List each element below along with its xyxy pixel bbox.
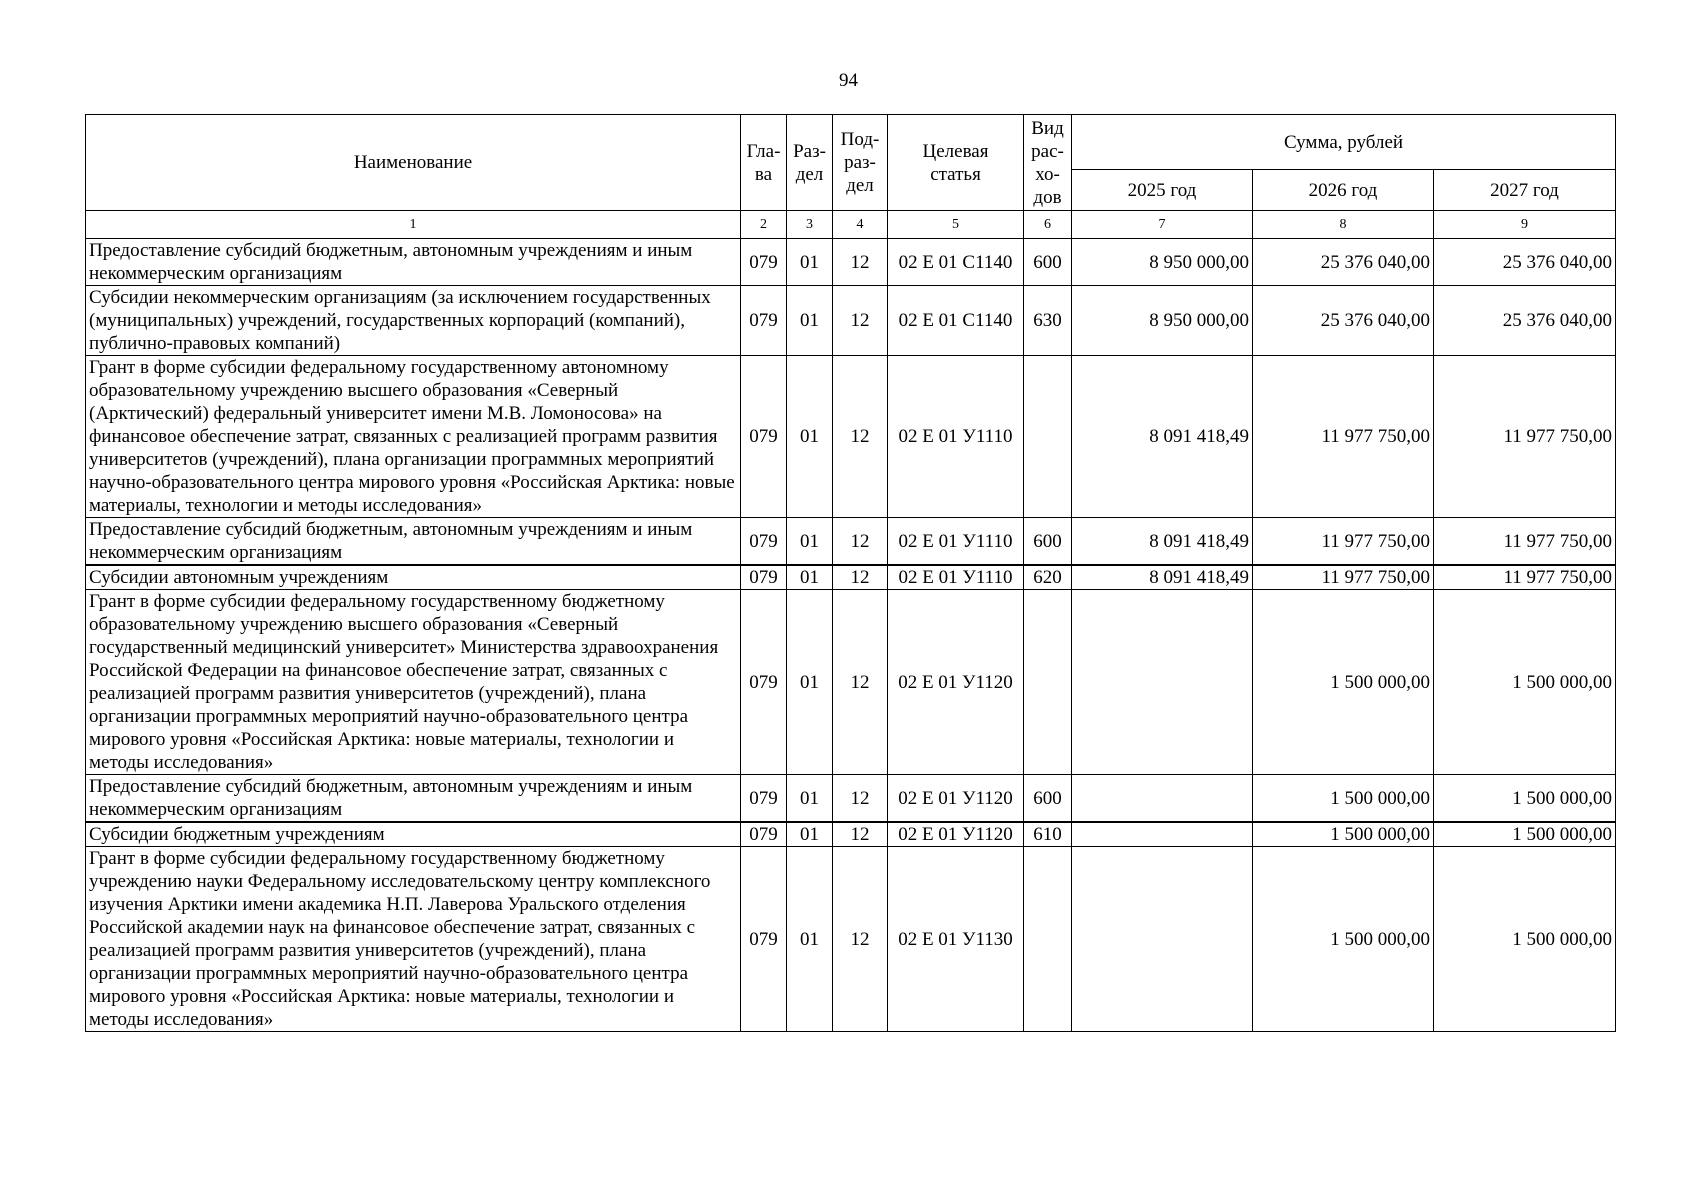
row-podrazdel: 12 bbox=[833, 775, 888, 823]
column-number: 8 bbox=[1253, 211, 1434, 239]
row-podrazdel: 12 bbox=[833, 286, 888, 356]
row-celevaya-statya: 02 Е 01 У1130 bbox=[888, 847, 1024, 1032]
row-podrazdel: 12 bbox=[833, 822, 888, 847]
header-celevaya-statya: Целевая статья bbox=[888, 115, 1024, 211]
row-podrazdel: 12 bbox=[833, 239, 888, 286]
row-amount-2025: 8 091 418,49 bbox=[1072, 565, 1253, 590]
row-razdel: 01 bbox=[787, 847, 833, 1032]
row-razdel: 01 bbox=[787, 565, 833, 590]
header-razdel: Раз- дел bbox=[787, 115, 833, 211]
row-amount-2027: 25 376 040,00 bbox=[1434, 239, 1616, 286]
row-razdel: 01 bbox=[787, 590, 833, 775]
row-glava: 079 bbox=[741, 775, 787, 823]
row-vid-rashodov: 630 bbox=[1024, 286, 1072, 356]
row-amount-2027: 11 977 750,00 bbox=[1434, 356, 1616, 518]
column-number: 4 bbox=[833, 211, 888, 239]
header-year-2026: 2026 год bbox=[1253, 170, 1434, 211]
row-name: Предоставление субсидий бюджетным, автономным учреждениям и иным некоммерческим организациям bbox=[86, 775, 741, 823]
row-vid-rashodov: 600 bbox=[1024, 518, 1072, 566]
row-name: Субсидии некоммерческим организациям (за исключением государственных (муниципальных) учреждений, государственных корпораций (компаний), публично-правовых компаний) bbox=[86, 286, 741, 356]
header-year-2025: 2025 год bbox=[1072, 170, 1253, 211]
row-glava: 079 bbox=[741, 847, 787, 1032]
header-name: Наименование bbox=[86, 115, 741, 211]
table-row bbox=[86, 775, 1616, 823]
row-vid-rashodov: 620 bbox=[1024, 565, 1072, 590]
row-podrazdel: 12 bbox=[833, 518, 888, 566]
row-amount-2027: 1 500 000,00 bbox=[1434, 847, 1616, 1032]
row-celevaya-statya: 02 Е 01 У1110 bbox=[888, 356, 1024, 518]
row-razdel: 01 bbox=[787, 356, 833, 518]
row-celevaya-statya: 02 Е 01 С1140 bbox=[888, 286, 1024, 356]
header-year-2027: 2027 год bbox=[1434, 170, 1616, 211]
column-number: 2 bbox=[741, 211, 787, 239]
row-amount-2025 bbox=[1072, 590, 1253, 775]
row-amount-2026: 11 977 750,00 bbox=[1253, 565, 1434, 590]
row-amount-2025: 8 950 000,00 bbox=[1072, 239, 1253, 286]
row-amount-2025 bbox=[1072, 847, 1253, 1032]
row-glava: 079 bbox=[741, 239, 787, 286]
row-amount-2026: 25 376 040,00 bbox=[1253, 239, 1434, 286]
column-number: 1 bbox=[86, 211, 741, 239]
row-name: Грант в форме субсидии федеральному государственному бюджетному образовательному учреждению высшего образования «Северный государственный медицинский университет» Министерства здравоохранения Российской Федерации на финансовое обеспечение затрат, связанных с реализацией программ развития университетов (учреждений), плана организации программных мероприятий научно-образовательного центра мирового уровня «Российская Арктика: новые материалы, технологии и методы исследования» bbox=[86, 590, 741, 775]
row-amount-2027: 1 500 000,00 bbox=[1434, 822, 1616, 847]
table-row bbox=[86, 286, 1616, 356]
row-glava: 079 bbox=[741, 590, 787, 775]
column-number: 3 bbox=[787, 211, 833, 239]
table-row bbox=[86, 565, 1616, 590]
row-amount-2027: 1 500 000,00 bbox=[1434, 590, 1616, 775]
header-podrazdel: Под- раз- дел bbox=[833, 115, 888, 211]
column-number-row bbox=[86, 211, 1616, 239]
row-name: Субсидии автономным учреждениям bbox=[86, 565, 741, 590]
row-vid-rashodov: 600 bbox=[1024, 775, 1072, 823]
row-vid-rashodov bbox=[1024, 356, 1072, 518]
table-row bbox=[86, 822, 1616, 847]
row-celevaya-statya: 02 Е 01 У1120 bbox=[888, 775, 1024, 823]
row-podrazdel: 12 bbox=[833, 590, 888, 775]
row-amount-2026: 1 500 000,00 bbox=[1253, 590, 1434, 775]
row-amount-2026: 1 500 000,00 bbox=[1253, 847, 1434, 1032]
row-amount-2026: 1 500 000,00 bbox=[1253, 775, 1434, 823]
row-amount-2025: 8 091 418,49 bbox=[1072, 518, 1253, 566]
row-vid-rashodov bbox=[1024, 590, 1072, 775]
row-amount-2026: 25 376 040,00 bbox=[1253, 286, 1434, 356]
row-celevaya-statya: 02 Е 01 У1120 bbox=[888, 590, 1024, 775]
row-vid-rashodov bbox=[1024, 847, 1072, 1032]
row-name: Предоставление субсидий бюджетным, автономным учреждениям и иным некоммерческим организациям bbox=[86, 518, 741, 566]
row-glava: 079 bbox=[741, 356, 787, 518]
row-name: Предоставление субсидий бюджетным, автономным учреждениям и иным некоммерческим организациям bbox=[86, 239, 741, 286]
row-name: Субсидии бюджетным учреждениям bbox=[86, 822, 741, 847]
row-celevaya-statya: 02 Е 01 У1110 bbox=[888, 565, 1024, 590]
header-vid-rashodov: Вид рас- хо- дов bbox=[1024, 115, 1072, 211]
row-name: Грант в форме субсидии федеральному государственному бюджетному учреждению науки Федеральному исследовательскому центру комплексного изучения Арктики имени академика Н.П. Лаверова Уральского отделения Российской академии наук на финансовое обеспечение затрат, связанных с реализацией программ развития университетов (учреждений), плана организации программных мероприятий научно-образовательного центра мирового уровня «Российская Арктика: новые материалы, технологии и методы исследования» bbox=[86, 847, 741, 1032]
table-row bbox=[86, 590, 1616, 775]
row-amount-2027: 25 376 040,00 bbox=[1434, 286, 1616, 356]
row-amount-2026: 11 977 750,00 bbox=[1253, 356, 1434, 518]
row-podrazdel: 12 bbox=[833, 565, 888, 590]
table-row bbox=[86, 239, 1616, 286]
row-amount-2025: 8 950 000,00 bbox=[1072, 286, 1253, 356]
row-name: Грант в форме субсидии федеральному государственному автономному образовательному учреждению высшего образования «Северный (Арктический) федеральный университет имени М.В. Ломоносова» на финансовое обеспечение затрат, связанных с реализацией программ развития университетов (учреждений), плана организации программных мероприятий научно-образовательного центра мирового уровня «Российская Арктика: новые материалы, технологии и методы исследования» bbox=[86, 356, 741, 518]
row-amount-2025 bbox=[1072, 775, 1253, 823]
column-number: 7 bbox=[1072, 211, 1253, 239]
row-amount-2026: 11 977 750,00 bbox=[1253, 518, 1434, 566]
row-glava: 079 bbox=[741, 286, 787, 356]
table-row bbox=[86, 518, 1616, 566]
row-celevaya-statya: 02 Е 01 У1110 bbox=[888, 518, 1024, 566]
header-glava: Гла- ва bbox=[741, 115, 787, 211]
row-amount-2025: 8 091 418,49 bbox=[1072, 356, 1253, 518]
header-summa: Сумма, рублей bbox=[1072, 115, 1616, 170]
row-razdel: 01 bbox=[787, 775, 833, 823]
row-celevaya-statya: 02 Е 01 С1140 bbox=[888, 239, 1024, 286]
row-glava: 079 bbox=[741, 518, 787, 566]
row-amount-2025 bbox=[1072, 822, 1253, 847]
row-amount-2026: 1 500 000,00 bbox=[1253, 822, 1434, 847]
column-number: 6 bbox=[1024, 211, 1072, 239]
row-razdel: 01 bbox=[787, 822, 833, 847]
row-amount-2027: 1 500 000,00 bbox=[1434, 775, 1616, 823]
row-razdel: 01 bbox=[787, 239, 833, 286]
column-number: 9 bbox=[1434, 211, 1616, 239]
table-row bbox=[86, 847, 1616, 1032]
row-podrazdel: 12 bbox=[833, 356, 888, 518]
page-number: 94 bbox=[839, 70, 858, 91]
table-row bbox=[86, 356, 1616, 518]
row-vid-rashodov: 610 bbox=[1024, 822, 1072, 847]
row-glava: 079 bbox=[741, 822, 787, 847]
row-celevaya-statya: 02 Е 01 У1120 bbox=[888, 822, 1024, 847]
row-amount-2027: 11 977 750,00 bbox=[1434, 518, 1616, 566]
row-podrazdel: 12 bbox=[833, 847, 888, 1032]
budget-table bbox=[85, 114, 1616, 1032]
row-vid-rashodov: 600 bbox=[1024, 239, 1072, 286]
row-razdel: 01 bbox=[787, 286, 833, 356]
column-number: 5 bbox=[888, 211, 1024, 239]
row-glava: 079 bbox=[741, 565, 787, 590]
row-razdel: 01 bbox=[787, 518, 833, 566]
row-amount-2027: 11 977 750,00 bbox=[1434, 565, 1616, 590]
